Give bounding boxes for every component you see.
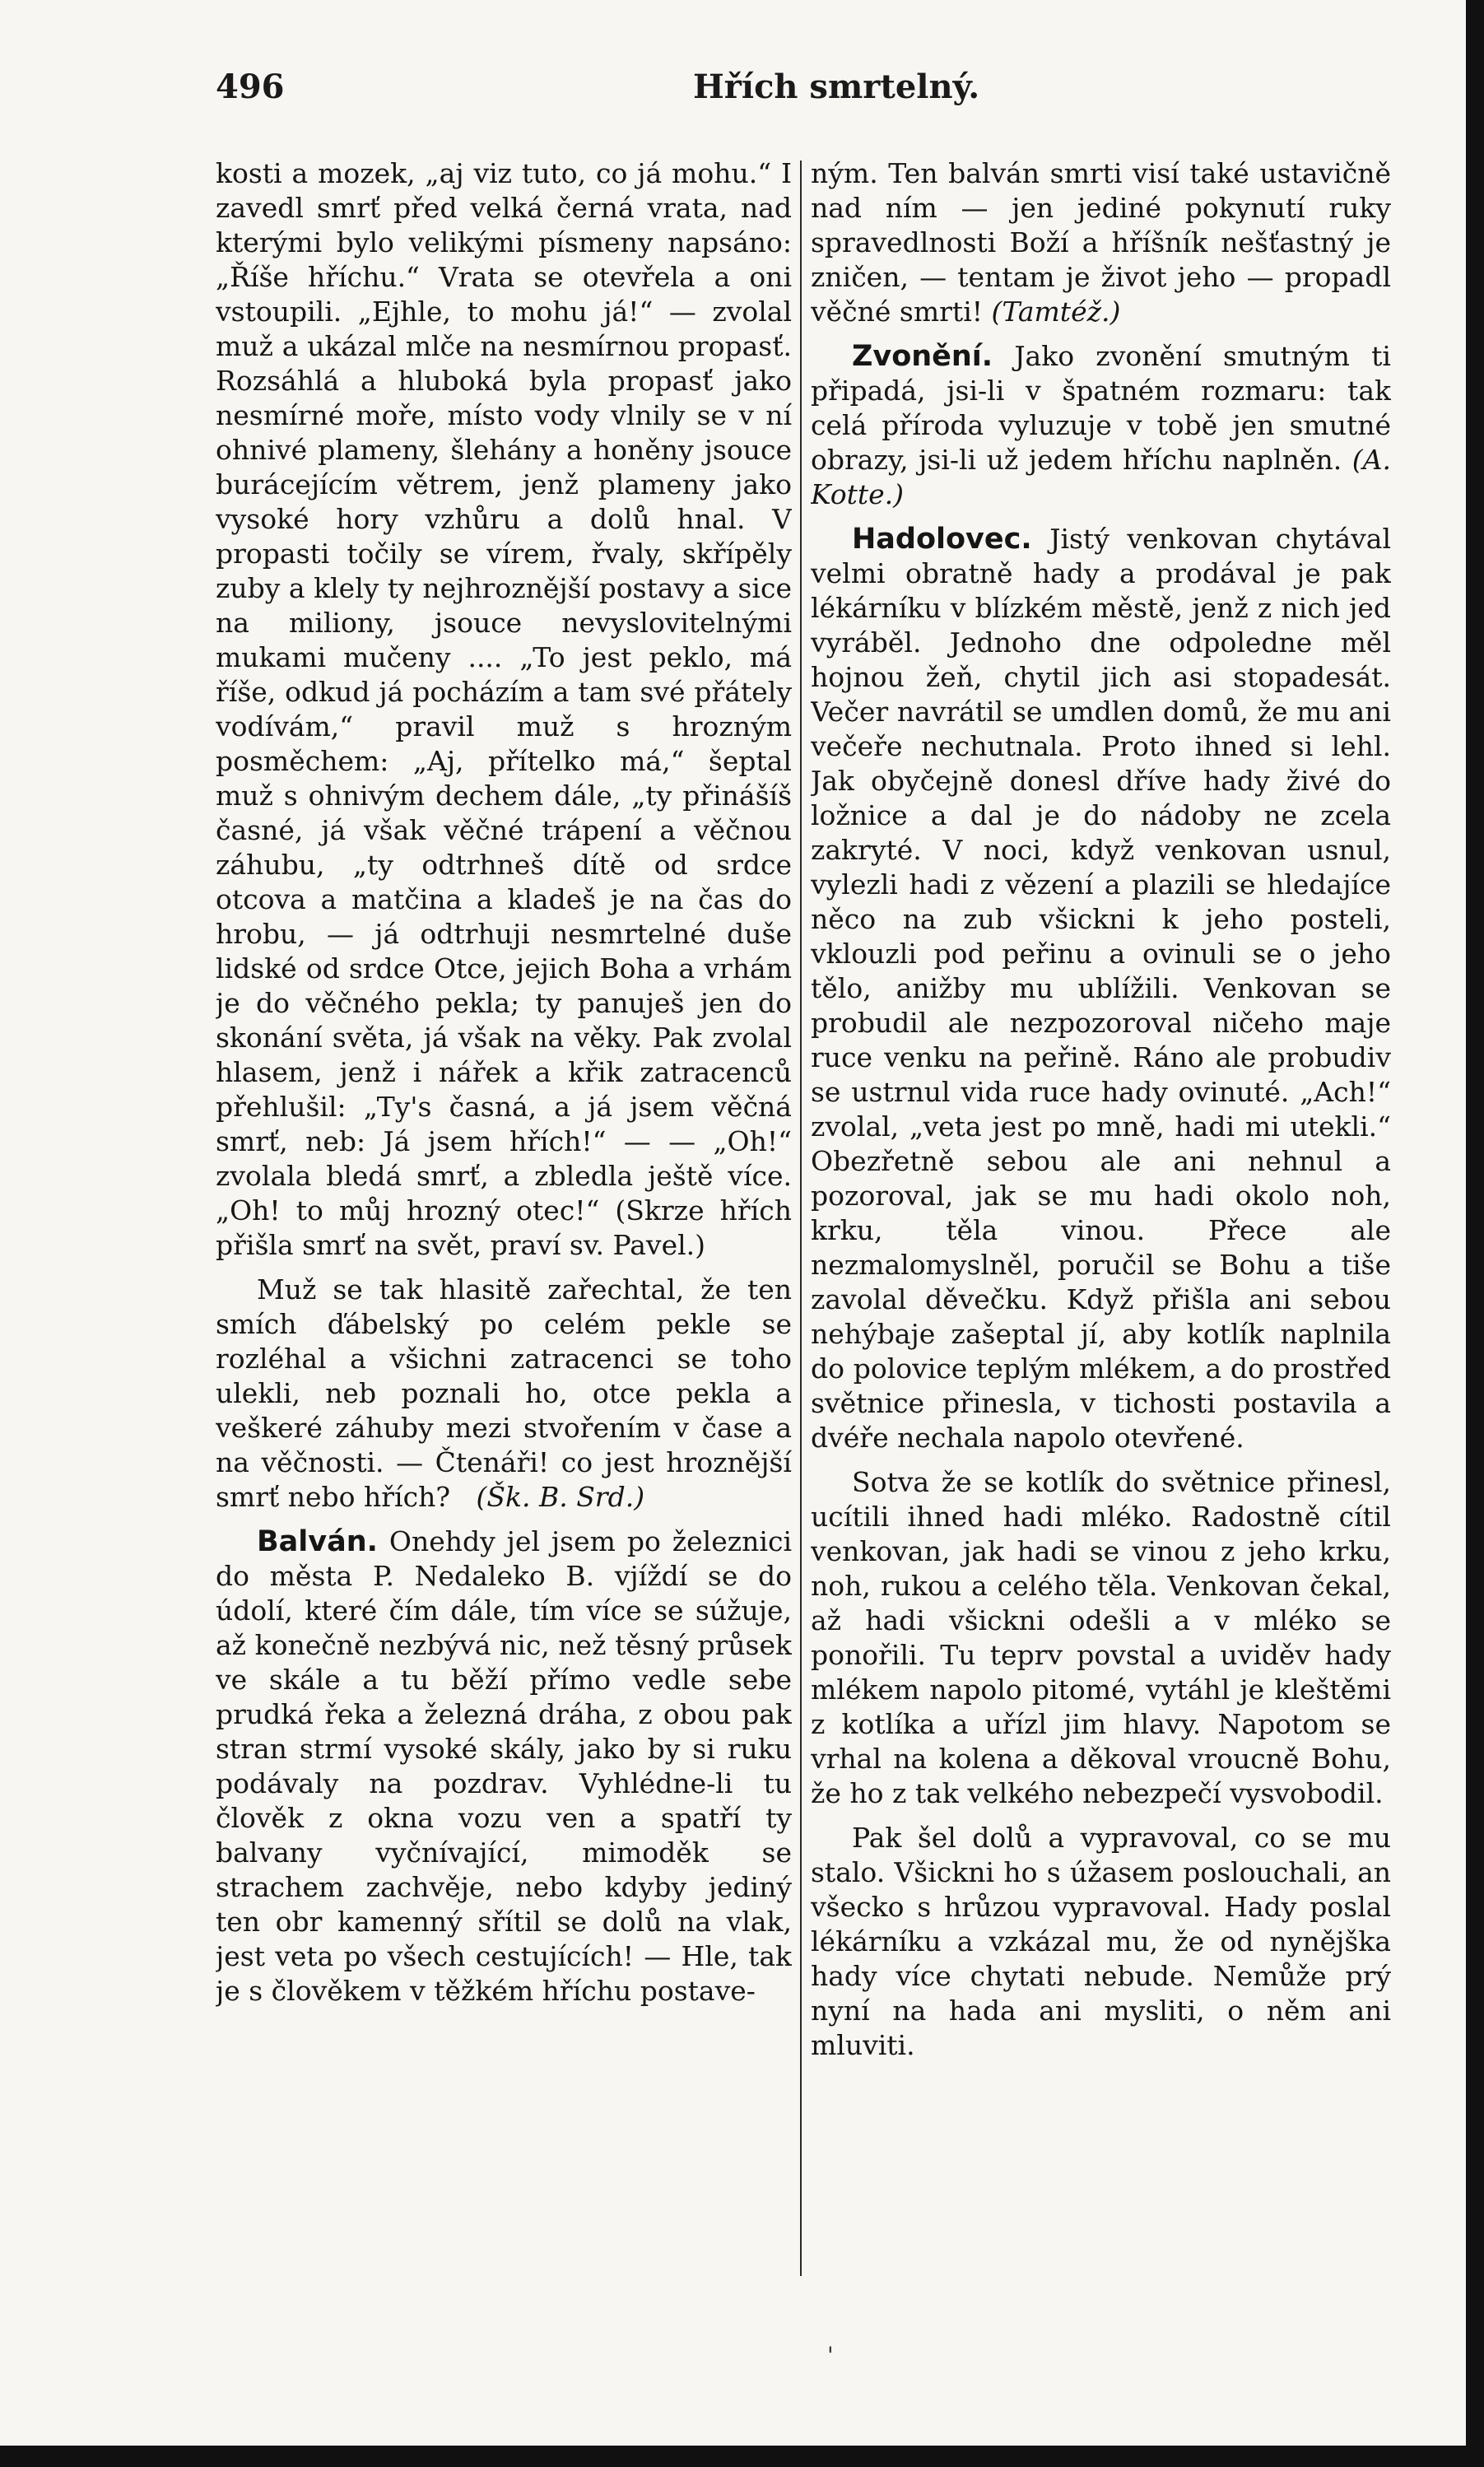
- right-column: [811, 156, 1391, 2412]
- paragraph-ending: Pak šel dolů a vypravoval, co se mu stalo. Všickni ho s úžasem poslouchali, an všecko s hrůzou vypravoval. Hady poslal lékárníku a vzkázal mu, že od nynějška hady více chytati nebude. Nemůže prý nyní na hada ani mysliti, o něm ani mluviti.: [811, 1822, 1391, 2061]
- paragraph-continuation: kosti a mozek, „aj viz tuto, co já mohu.“ I zavedl smrť před velká černá vrata, nad kterými bylo velikými písmeny napsáno: „Říše hříchu.“ Vrata se otevřela a oni vstoupili. „Ejhle, to mohu já!“ — zvolal muž a ukázal mlče na nesmírnou propasť. Rozsáhlá a hluboká byla propasť jako nesmírné moře, místo vody vlnily se v ní ohnivé plameny, šlehány a honěny jsouce burácejícím větrem, jenž plameny jako vysoké hory vzhůru a dolů hnal. V propasti točily se vírem, řvaly, skřípěly zuby a klely ty nejhroznější postavy a sice na miliony, jsouce nevyslovitelnými mukami mučeny .... „To jest peklo, má říše, odkud já pocházím a tam své přátely vodívám,“ pravil muž s hrozným posměchem: „Aj, přítelko má,“ šeptal muž s ohnivým dechem dále, „ty přinášíš časné, já však věčné trápení a věčnou záhubu, „ty odtrhneš dítě od srdce otcova a matčina a kladeš je na čas do hrobu, — já odtrhuji nesmrtelné duše lidské od srdce Otce, jejich Boha a vrhám je do věčného pekla; ty panuješ jen do skonání světa, já však na věky. Pak zvolal hlasem, jenž i nářek a křik zatracenců přehlušil: „Ty's časná, a já jsem věčná smrť, neb: Já jsem hřích!“ — — „Oh!“ zvolala bledá smrť, a zbledla ještě více. „Oh! to můj hrozný otec!“ (Skrze hřích přišla smrť na svět, praví sv. Pavel.): [216, 157, 792, 1261]
- page-header: [216, 67, 1286, 117]
- left-column: [216, 156, 792, 2412]
- article-heading-zvoneni: Zvonění.: [852, 340, 993, 373]
- article-heading-balvan: Balván.: [257, 1525, 378, 1558]
- source-citation: (A. Kotte.): [811, 444, 1391, 510]
- article-balvan: [216, 1524, 792, 2009]
- footer-mark: ': [827, 2342, 834, 2369]
- scan-edge-bottom: [0, 2446, 1484, 2467]
- article-text-balvan: Onehdy jel jsem po železnici do města P. Nedaleko B. vjíždí se do údolí, které čím dále, tím více se súžuje, až konečně nezbývá nic, než těsný průsek ve skále a tu běží přímo vedle sebe prudká řeka a železná dráha, z obou pak stran strmí vysoké skály, jako by si ruku podávaly na pozdrav. Vyhlédne-li tu člověk z okna vozu ven a spatří ty balvany vyčnívající, mimoděk se strachem zachvěje, nebo kdyby jediný ten obr kamenný sřítil se dolů na vlak, jest veta po všech cestujících! — Hle, tak je s člověkem v těžkém hříchu postave-: [216, 1525, 792, 2007]
- scan-edge-right: [1466, 0, 1484, 2467]
- paragraph-laughter: [216, 1273, 792, 1515]
- source-citation: (Šk. B. Srd.): [476, 1481, 645, 1513]
- paragraph-balvan-end: [811, 156, 1391, 329]
- article-hadolovec: [811, 522, 1391, 1455]
- article-text-zvoneni: Jako zvonění smutným ti připadá, jsi-li v špatném rozmaru: tak celá příroda vyluzuje v tobě jen smutné obrazy, jsi-li už jedem hříchu naplněn.: [811, 340, 1391, 476]
- paragraph-milk: Sotva že se kotlík do světnice přinesl, ucítili ihned hadi mléko. Radostně cítil venkovan, jak hadi se vinou z jeho krku, noh, rukou a celého těla. Venkovan čekal, až hadi všickni odešli a v mléko se ponořili. Tu teprv povstal a uviděv hady mlékem napolo pitomé, vytáhl je kleštěmi z kotlíka a uřízl jim hlavy. Napotom se vrhal na kolena a děkoval vroucně Bohu, že ho z tak velkého nebezpečí vysvobodil.: [811, 1466, 1391, 1809]
- source-citation: (Tamtéž.): [991, 296, 1121, 328]
- article-zvoneni: [811, 339, 1391, 512]
- paragraph-balvan-end-text: ným. Ten balván smrti visí také ustavičně nad ním — jen jediné pokynutí ruky spravedlnosti Boží a hříšník nešťastný je zničen, — tentam je život jeho — propadl věčné smrti!: [811, 157, 1391, 328]
- paragraph-laughter-text: Muž se tak hlasitě zařechtal, že ten smích ďábelský po celém pekle se rozléhal a všichni zatracenci se toho ulekli, neb poznali ho, otce pekla a veškeré záhuby mezi stvořením v čase a na věčnosti. — Čtenáři! co jest hroznější smrť nebo hřích?: [216, 1273, 792, 1513]
- column-divider: [800, 161, 802, 2276]
- article-heading-hadolovec: Hadolovec.: [852, 523, 1032, 556]
- page-number: 496: [216, 67, 285, 106]
- article-text-hadolovec: Jistý venkovan chytával velmi obratně hady a prodával je pak lékárníku v blízkém městě, jenž z nich jed vyráběl. Jednoho dne odpoledne měl hojnou žeň, chytil jich asi stopadesát. Večer navrátil se umdlen domů, že mu ani večeře nechutnala. Proto ihned si lehl. Jak obyčejně donesl dříve hady živé do ložnice a dal je do nádoby ne zcela zakryté. V noci, když venkovan usnul, vylezli hadi z vězení a plazili se hledajíce něco na zub všickni k jeho posteli, vklouzli pod peřinu a ovinuli se o jeho tělo, anižby mu ublížili. Venkovan se probudil ale nezpozoroval ničeho maje ruce venku na peřině. Ráno ale probudiv se ustrnul vida ruce hady ovinuté. „Ach!“ zvolal, „veta jest po mně, hadi mi utekli.“ Obezřetně sebou ale ani nehnul a pozoroval, jak se mu hadi okolo noh, krku, těla vinou. Přece ale nezmalomyslněl, poručil se Bohu a tiše zavolal děvečku. Když přišla ani sebou nehýbaje zašeptal jí, aby kotlík naplnila do polovice teplým mlékem, a do prostřed světnice přinesla, v tichosti postavila a dvéře nechala napolo otevřené.: [811, 523, 1391, 1454]
- running-title: Hřích smrtelný.: [693, 67, 980, 106]
